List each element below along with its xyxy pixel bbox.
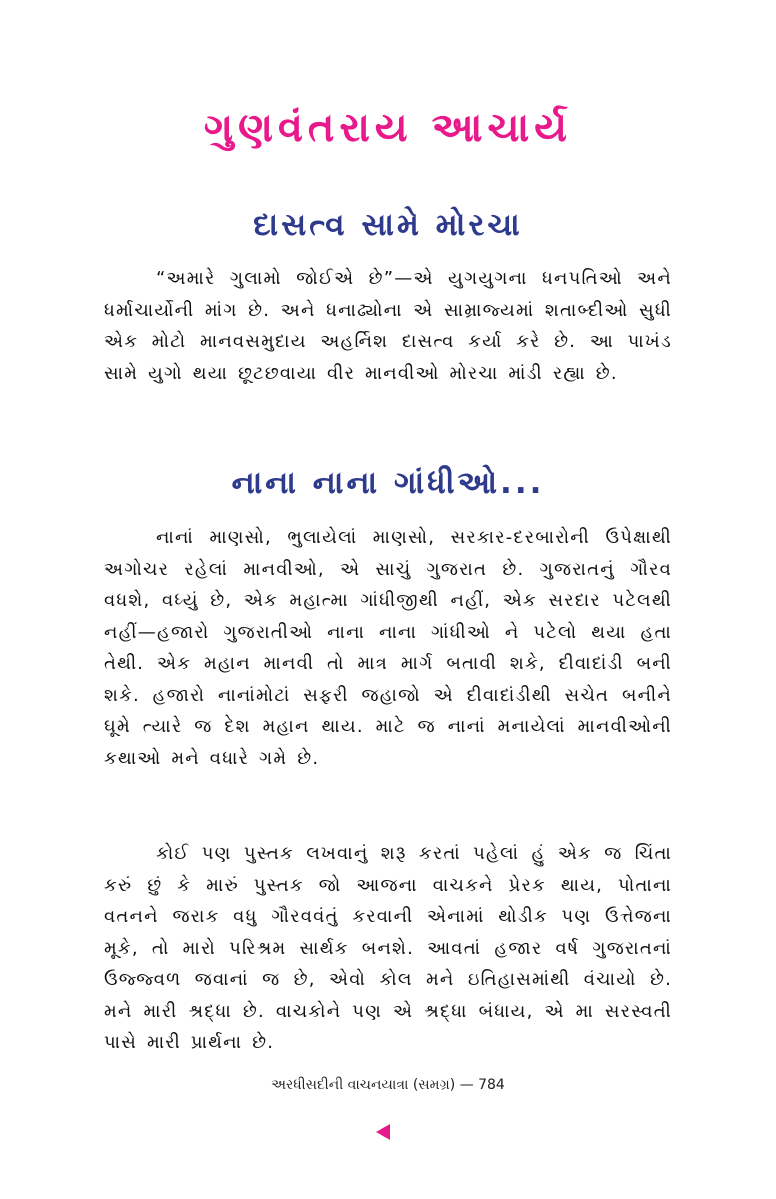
paragraph-gandhio-2: કોઈ પણ પુસ્તક લખવાનું શરૂ કરતાં પહેલાં હું એક જ ચિંતા કરું છું કે મારું પુસ્તક જો આજના વાચકને પ્રેરક થાય, પોતાના વતનને જરાક વધુ ગૌરવવંતું કરવાની એનામાં થોડીક પણ ઉત્તેજના મૂકે, તો મારો પરિશ્રમ સાર્થક બનશે. આવતાં હજાર વર્ષ ગુજરાતનાં ઉજ્જ્વળ જવાનાં જ છે, એવો કોલ મને ઇતિહાસમાંથી વંચાયો છે. મને મારી શ્રદ્ધા છે. વાચકોને પણ એ શ્રદ્ધા બંધાય, એ મા સરસ્વતી પાસે મારી પ્રાર્થના છે.: [104, 843, 672, 1053]
author-heading: ગુણવંતરાય આચાર્ય: [203, 105, 573, 151]
section-title-dasatva: દાસત્વ સામે મોરચા: [253, 207, 523, 243]
left-triangle-icon[interactable]: [376, 1124, 390, 1140]
paragraph-gandhio-1: નાનાં માણસો, ભુલાયેલાં માણસો, સરકાર-દરબારોની ઉપેક્ષાથી અગોચર રહેલાં માનવીઓ, એ સાચું ગુજરાત છે. ગુજરાતનું ગૌરવ વધશે, વધ્યું છે, એક મહાત્મા ગાંધીજીથી નહીં, એક સરદાર પટેલથી નહીં—હજારો ગુજરાતીઓ નાના નાના ગાંધીઓ ને પટેલો થયા હતા તેથી. એક મહાન માનવી તો માત્ર માર્ગ બતાવી શકે, દીવાદાંડી બની શકે. હજારો નાનાંમોટાં સફરી જહાજો એ દીવાદાંડીથી સચેત બનીને ઘૂમે ત્યારે જ દેશ મહાન થાય. માટે જ નાનાં મનાયેલાં માનવીઓની કથાઓ મને વધારે ગમે છે.: [104, 527, 672, 769]
section-title-gandhio: નાના નાના ગાંધીઓ...: [231, 465, 545, 501]
paragraph-dasatva: “અમારે ગુલામો જોઈએ છે”—એ યુગયુગના ધનપતિઓ અને ધર્માચાર્યોની માંગ છે. અને ધનાઢ્યોના એ સામ્રાજ્યમાં શતાબ્દીઓ સુધી એક મોટો માનવસમુદાય અહર્નિશ દાસત્વ કર્યા કરે છે. આ પાખંડ સામે યુગો થયા છૂટછવાયા વીર માનવીઓ મોરચા માંડી રહ્યા છે.: [104, 268, 672, 384]
page-footer: અરધીસદીની વાચનયાત્રા (સમગ્ર) — 784: [271, 1077, 505, 1093]
